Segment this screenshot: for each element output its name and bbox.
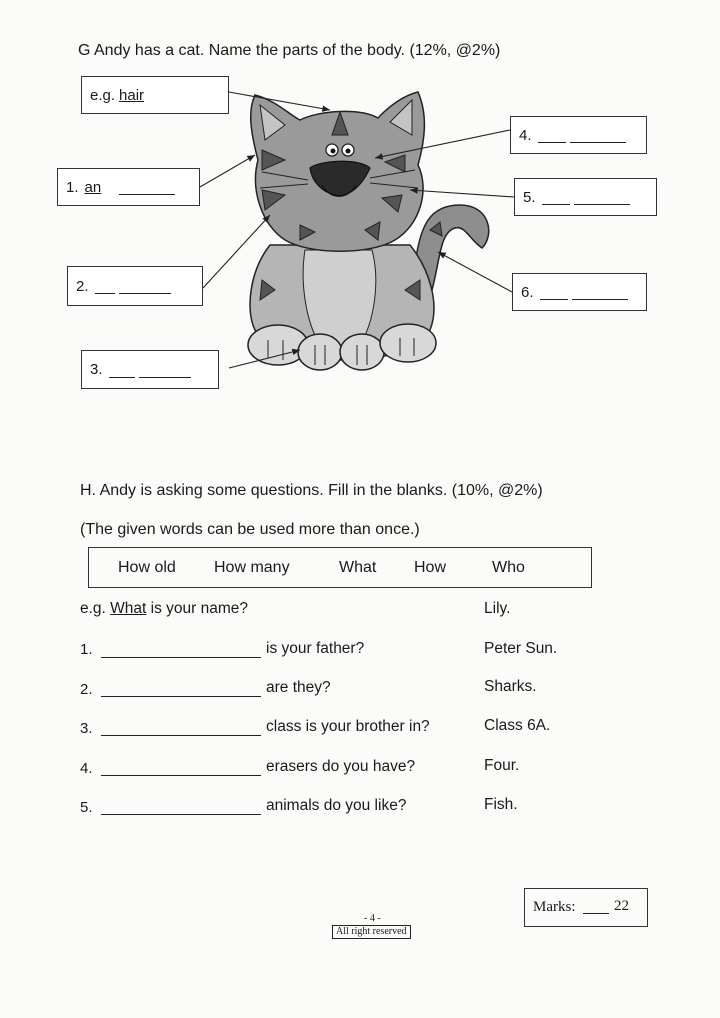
label-5-blank[interactable] bbox=[574, 189, 630, 205]
marks-box bbox=[524, 888, 648, 927]
question-5-blank[interactable] bbox=[101, 798, 261, 815]
label-box-1[interactable] bbox=[57, 168, 200, 206]
marks-value: 22 bbox=[614, 898, 629, 914]
word-how-old: How old bbox=[118, 559, 176, 576]
section-g-heading: G Andy has a cat. Name the parts of the body. (12%, @2%) bbox=[78, 42, 501, 59]
example-rest: is your name? bbox=[150, 600, 249, 617]
label-2-number: 2. bbox=[76, 277, 89, 295]
word-what: What bbox=[339, 559, 377, 576]
word-who: Who bbox=[492, 559, 525, 576]
question-2-answer: Sharks. bbox=[484, 678, 537, 695]
section-h-note: (The given words can be used more than once.) bbox=[80, 521, 420, 538]
question-3-answer: Class 6A. bbox=[484, 717, 551, 734]
label-6-blank[interactable] bbox=[572, 284, 628, 300]
label-box-2[interactable] bbox=[67, 266, 203, 306]
label-5-number: 5. bbox=[523, 188, 536, 206]
question-1-number: 1. bbox=[80, 641, 93, 658]
label-4-number: 4. bbox=[519, 126, 532, 144]
question-3-blank[interactable] bbox=[101, 719, 261, 736]
label-box-5[interactable] bbox=[514, 178, 657, 216]
page-number: - 4 - bbox=[364, 913, 381, 924]
marks-label: Marks: bbox=[533, 899, 576, 915]
question-3-number: 3. bbox=[80, 720, 93, 737]
label-1-blank[interactable] bbox=[119, 179, 175, 195]
label-1-number: 1. bbox=[66, 178, 79, 196]
question-2-text: are they? bbox=[266, 679, 331, 696]
question-5-text: animals do you like? bbox=[266, 797, 407, 814]
example-word: What bbox=[110, 600, 147, 617]
label-2-blank[interactable] bbox=[119, 278, 171, 294]
word-how: How bbox=[414, 559, 447, 576]
question-5-answer: Fish. bbox=[484, 796, 518, 813]
label-box-6[interactable] bbox=[512, 273, 647, 311]
label-6-number: 6. bbox=[521, 283, 534, 301]
question-4-answer: Four. bbox=[484, 757, 520, 774]
question-2-number: 2. bbox=[80, 681, 93, 698]
example-prefix: e.g. bbox=[90, 86, 116, 104]
example-answer: hair bbox=[119, 86, 145, 104]
example-question bbox=[80, 600, 248, 618]
label-3-blank[interactable] bbox=[139, 362, 191, 378]
label-box-example bbox=[81, 76, 229, 114]
label-4-blank[interactable] bbox=[570, 127, 626, 143]
label-box-4[interactable] bbox=[510, 116, 647, 154]
example-answer-h: Lily. bbox=[484, 600, 511, 617]
word-bank bbox=[88, 547, 592, 588]
question-4-blank[interactable] bbox=[101, 759, 261, 776]
question-3-text: class is your brother in? bbox=[266, 718, 430, 735]
label-box-3[interactable] bbox=[81, 350, 219, 389]
question-4-text: erasers do you have? bbox=[266, 758, 416, 775]
copyright-notice: All right reserved bbox=[332, 925, 411, 939]
question-5-number: 5. bbox=[80, 799, 93, 816]
question-2-blank[interactable] bbox=[101, 680, 261, 697]
question-4-number: 4. bbox=[80, 760, 93, 777]
word-how-many: How many bbox=[214, 559, 290, 576]
section-h-heading: H. Andy is asking some questions. Fill in the blanks. (10%, @2%) bbox=[80, 482, 543, 499]
question-1-answer: Peter Sun. bbox=[484, 640, 558, 657]
question-1-text: is your father? bbox=[266, 640, 365, 657]
question-1-blank[interactable] bbox=[101, 641, 261, 658]
example-prefix-h: e.g. bbox=[80, 600, 106, 617]
label-1-answer: an bbox=[84, 178, 102, 196]
label-3-number: 3. bbox=[90, 361, 103, 378]
